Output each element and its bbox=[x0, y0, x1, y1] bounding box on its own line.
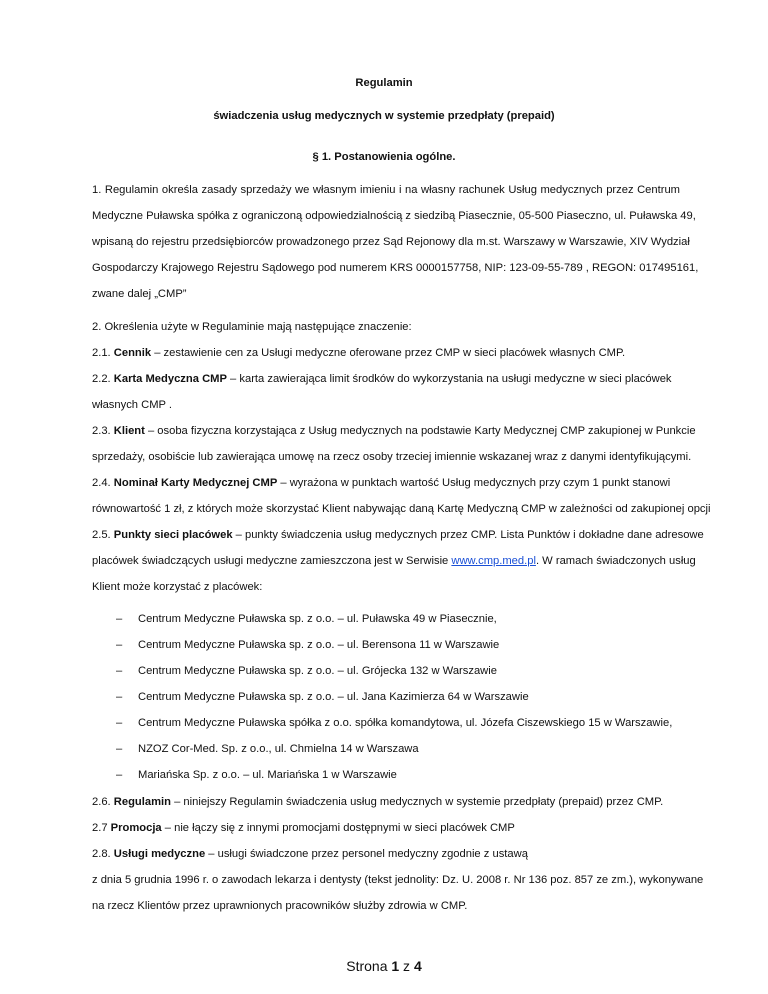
definition-2-3-cont: sprzedaży, osobiście lub zawierająca umowę na rzecz osoby trzeciej imiennie wskazanej wraz z danymi identyfikującymi. bbox=[92, 451, 692, 463]
definition-2-6: 2.6. Regulamin – niniejszy Regulamin świadczenia usług medycznych w systemie przedpłaty (prepaid) przez CMP. bbox=[92, 796, 664, 808]
definition-2-5-cont2: Klient może korzystać z placówek: bbox=[92, 581, 263, 593]
definition-2-5-cont: placówek świadczących usługi medyczne zamieszczona jest w Serwisie www.cmp.med.pl. W ramach świadczonych usług bbox=[92, 555, 696, 567]
definition-2-2-cont: własnych CMP . bbox=[92, 399, 172, 411]
section-1-heading: § 1. Postanowienia ogólne. bbox=[312, 151, 456, 163]
definition-2-4: 2.4. Nominał Karty Medycznej CMP – wyrażona w punktach wartość Usług medycznych przy czym 1 punkt stanowi bbox=[92, 477, 671, 489]
cmp-website-link[interactable]: www.cmp.med.pl bbox=[451, 555, 536, 567]
definition-2-7: 2.7 Promocja – nie łączy się z innymi promocjami dostępnymi w sieci placówek CMP bbox=[92, 822, 515, 834]
s1-p2: 2. Określenia użyte w Regulaminie mają następujące znaczenie: bbox=[92, 321, 412, 333]
definition-2-8-cont: z dnia 5 grudnia 1996 r. o zawodach lekarza i dentysty (tekst jednolity: Dz. U. 2008 r. Nr 136 poz. 857 ze zm.), wykonywane bbox=[92, 874, 704, 886]
definition-2-1: 2.1. Cennik – zestawienie cen za Usługi medyczne oferowane przez CMP w sieci placówek własnych CMP. bbox=[92, 347, 626, 359]
s1-p1-line2: Medyczne Puławska spółka z ograniczoną odpowiedzialnością z siedzibą Piasecznie, 05-500 Piaseczno, ul. Puławska 49, bbox=[92, 210, 696, 222]
definition-2-8: 2.8. Usługi medyczne – usługi świadczone przez personel medyczny zgodnie z ustawą bbox=[92, 848, 528, 860]
s1-p1-line5: zwane dalej „CMP” bbox=[92, 288, 187, 300]
document-page: Regulamin świadczenia usług medycznych w systemie przedpłaty (prepaid) § 1. Postanowienia ogólne. 1. Regulamin określa zasady sprzedaży we własnym imieniu i na własny rachunek Usług medycznych przez Centrum Medyczne Puławska spółka z ograniczoną odpowiedzialnością z siedzibą Piasecznie, 05-500 Piaseczno, ul. Puławska 49, wpisaną do rejestru przedsiębiorców prowadzonego przez Sąd Rejonowy dla m.st. Warszawy w Warszawie, XIV Wydział Gospodarczy Krajowego Rejestru Sądowego pod numerem KRS 0000157758, NIP: 123-09-55-789 , REGON: 017495161, zwane dalej „CMP” 2. Określenia użyte w Regulaminie mają następujące znaczenie: 2.1. Cennik – zestawienie cen za Usługi medyczne oferowane przez CMP w sieci placówek własnych CMP. 2.2. Karta Medyczna CMP – karta zawierająca limit środków do wykorzystania na usługi medyczne w sieci placówek własnych CMP . 2.3. Klient – osoba fizyczna korzystająca z Usług medycznych na podstawie Karty Medycznej CMP zakupionej w Punkcie sprzedaży, osobiście lub zawierająca umowę na rzecz osoby trzeciej imiennie wskazanej wraz z danymi identyfikującymi. 2.4. Nominał Karty Medycznej CMP – wyrażona w punktach wartość Usług medycznych przy czym 1 punkt stanowi równowartość 1 zł, z których może skorzystać Klient nabywając daną Kartę Medyczną CMP w zależności od zakupionej opcji 2.5. Punkty sieci placówek – punkty świadczenia usług medycznych przez CMP. Lista Punktów i dokładne dane adresowe placówek świadczących usługi medyczne zamieszczona jest w Serwisie www.cmp.med.pl. W ramach świadczonych usług Klient może korzystać z placówek: – Centrum Medyczne Puławska sp. z o.o. – ul. Puławska 49 w Piasecznie, – Centrum Medyczne Puławska sp. z o.o. – ul. Berensona 11 w Warszawie – Centrum Medyczne Puławska sp. z o.o. – ul. Grójecka 132 w Warszawie – Centrum Medyczne Puławska sp. z o.o. – ul. Jana Kazimierza 64 w Warszawie – Centrum Medyczne Puławska spółka z o.o. spółka komandytowa, ul. Józefa Ciszewskiego 15 w Warszawie, – NZOZ Cor-Med. Sp. z o.o., ul. Chmielna 14 w Warszawa – Mariańska Sp. z o.o. – ul. Mariańska 1 w Warszawie 2.6. Regulamin – niniejszy Regulamin świadczenia usług medycznych w systemie przedpłaty (prepaid) przez CMP. 2.7 Promocja – nie łączy się z innymi promocjami dostępnymi w sieci placówek CMP 2.8. Usługi medyczne – usługi świadczone przez personel medyczny zgodnie z ustawą z dnia 5 grudnia 1996 r. o zawodach lekarza i dentysty (tekst jednolity: Dz. U. 2008 r. Nr 136 poz. 857 ze zm.), wykonywane na rzecz Klientów przez uprawnionych pracowników służby zdrowia w CMP. Strona 1 z 4 bbox=[0, 0, 768, 994]
definition-2-4-cont: równowartość 1 zł, z których może skorzystać Klient nabywając daną Kartę Medyczną CMP w zależności od zakupionej opcji bbox=[92, 503, 711, 515]
document-subtitle: świadczenia usług medycznych w systemie przedpłaty (prepaid) bbox=[213, 110, 555, 122]
s1-p1-line3: wpisaną do rejestru przedsiębiorców prowadzonego przez Sąd Rejonowy dla m.st. Warszawy w Warszawie, XIV Wydział bbox=[92, 236, 690, 248]
s1-p1-line1: 1. Regulamin określa zasady sprzedaży we własnym imieniu i na własny rachunek Usług medycznych przez Centrum bbox=[92, 184, 680, 196]
definition-2-8-cont2: na rzecz Klientów przez uprawnionych pracowników służby zdrowia w CMP. bbox=[92, 900, 468, 912]
page-footer: Strona 1 z 4 bbox=[346, 958, 422, 974]
document-title: Regulamin bbox=[355, 77, 413, 89]
s1-p1-line4: Gospodarczy Krajowego Rejestru Sądowego pod numerem KRS 0000157758, NIP: 123-09-55-789 , REGON: 017495161, bbox=[92, 262, 699, 274]
definition-2-3: 2.3. Klient – osoba fizyczna korzystająca z Usług medycznych na podstawie Karty Medycznej CMP zakupionej w Punkcie bbox=[92, 425, 696, 437]
definition-2-2: 2.2. Karta Medyczna CMP – karta zawierająca limit środków do wykorzystania na usługi medyczne w sieci placówek bbox=[92, 373, 672, 385]
definition-2-5: 2.5. Punkty sieci placówek – punkty świadczenia usług medycznych przez CMP. Lista Punktów i dokładne dane adresowe bbox=[92, 529, 704, 541]
